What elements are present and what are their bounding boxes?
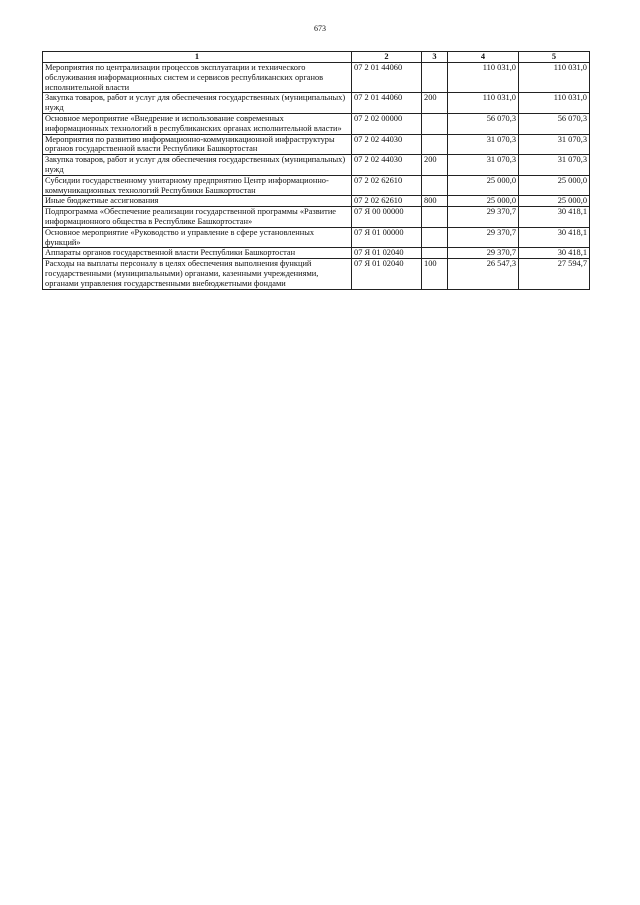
row-code-cell: 07 Я 00 00000	[352, 207, 422, 228]
table-row	[43, 259, 590, 289]
budget-table	[42, 51, 590, 290]
row-code-cell: 07 2 02 44030	[352, 155, 422, 176]
row-type-cell	[422, 207, 448, 228]
page-number: 673	[314, 24, 326, 33]
row-type-cell	[422, 227, 448, 248]
row-code-cell: 07 Я 01 02040	[352, 259, 422, 289]
row-value-5-cell: 30 418,1	[519, 248, 590, 259]
table-row	[43, 227, 590, 248]
table-row	[43, 248, 590, 259]
column-header-value-4: 4	[448, 52, 519, 63]
column-header-value-5: 5	[519, 52, 590, 63]
row-value-4-cell: 110 031,0	[448, 63, 519, 93]
row-value-4-cell: 25 000,0	[448, 175, 519, 196]
row-value-4-cell: 29 370,7	[448, 248, 519, 259]
row-type-cell: 200	[422, 155, 448, 176]
row-value-5-cell: 110 031,0	[519, 63, 590, 93]
row-name-cell: Аппараты органов государственной власти Республики Башкортостан	[43, 248, 352, 259]
row-type-cell: 200	[422, 93, 448, 114]
table-row	[43, 63, 590, 93]
row-name-cell: Подпрограмма «Обеспечение реализации государственной программы «Развитие информационного общества в Республике Башкортостан»	[43, 207, 352, 228]
row-name-cell: Мероприятия по централизации процессов эксплуатации и технического обслуживания информационных систем и сервисов республиканских органов исполнительной власти	[43, 63, 352, 93]
row-value-4-cell: 29 370,7	[448, 227, 519, 248]
column-header-name: 1	[43, 52, 352, 63]
row-value-5-cell: 30 418,1	[519, 227, 590, 248]
table-row	[43, 196, 590, 207]
row-code-cell: 07 2 01 44060	[352, 93, 422, 114]
row-name-cell: Субсидии государственному унитарному предприятию Центр информационно-коммуникационных технологий Республики Башкортостан	[43, 175, 352, 196]
row-value-4-cell: 56 070,3	[448, 113, 519, 134]
table-row	[43, 134, 590, 155]
row-code-cell: 07 2 01 44060	[352, 63, 422, 93]
row-name-cell: Расходы на выплаты персоналу в целях обеспечения выполнения функций государственными (муниципальными) органами, казенными учреждениями, органами управления государственными внебюджетными фондами	[43, 259, 352, 289]
row-value-5-cell: 27 594,7	[519, 259, 590, 289]
row-type-cell	[422, 63, 448, 93]
row-name-cell: Основное мероприятие «Руководство и управление в сфере установленных функций»	[43, 227, 352, 248]
row-name-cell: Основное мероприятие «Внедрение и использование современных информационных технологий в республиканских органах исполнительной власти»	[43, 113, 352, 134]
row-name-cell: Иные бюджетные ассигнования	[43, 196, 352, 207]
table-row	[43, 175, 590, 196]
column-header-code: 2	[352, 52, 422, 63]
row-code-cell: 07 Я 01 00000	[352, 227, 422, 248]
row-value-5-cell: 25 000,0	[519, 175, 590, 196]
row-type-cell	[422, 113, 448, 134]
row-value-4-cell: 29 370,7	[448, 207, 519, 228]
row-name-cell: Закупка товаров, работ и услуг для обеспечения государственных (муниципальных) нужд	[43, 155, 352, 176]
row-code-cell: 07 2 02 00000	[352, 113, 422, 134]
row-value-4-cell: 31 070,3	[448, 155, 519, 176]
row-name-cell: Закупка товаров, работ и услуг для обеспечения государственных (муниципальных) нужд	[43, 93, 352, 114]
row-code-cell: 07 2 02 62610	[352, 175, 422, 196]
table-row	[43, 113, 590, 134]
row-value-4-cell: 25 000,0	[448, 196, 519, 207]
row-value-5-cell: 56 070,3	[519, 113, 590, 134]
table-row	[43, 155, 590, 176]
row-type-cell	[422, 248, 448, 259]
row-code-cell: 07 Я 01 02040	[352, 248, 422, 259]
row-name-cell: Мероприятия по развитию информационно-коммуникационной инфраструктуры органов государственной власти Республики Башкортостан	[43, 134, 352, 155]
row-code-cell: 07 2 02 62610	[352, 196, 422, 207]
header-row	[43, 52, 590, 63]
row-type-cell	[422, 134, 448, 155]
table-row	[43, 93, 590, 114]
row-value-4-cell: 26 547,3	[448, 259, 519, 289]
row-value-5-cell: 30 418,1	[519, 207, 590, 228]
row-value-5-cell: 31 070,3	[519, 155, 590, 176]
table-row	[43, 207, 590, 228]
row-type-cell: 100	[422, 259, 448, 289]
row-type-cell	[422, 175, 448, 196]
row-value-4-cell: 110 031,0	[448, 93, 519, 114]
row-value-5-cell: 110 031,0	[519, 93, 590, 114]
row-type-cell: 800	[422, 196, 448, 207]
row-value-5-cell: 25 000,0	[519, 196, 590, 207]
row-code-cell: 07 2 02 44030	[352, 134, 422, 155]
row-value-4-cell: 31 070,3	[448, 134, 519, 155]
column-header-type: 3	[422, 52, 448, 63]
row-value-5-cell: 31 070,3	[519, 134, 590, 155]
